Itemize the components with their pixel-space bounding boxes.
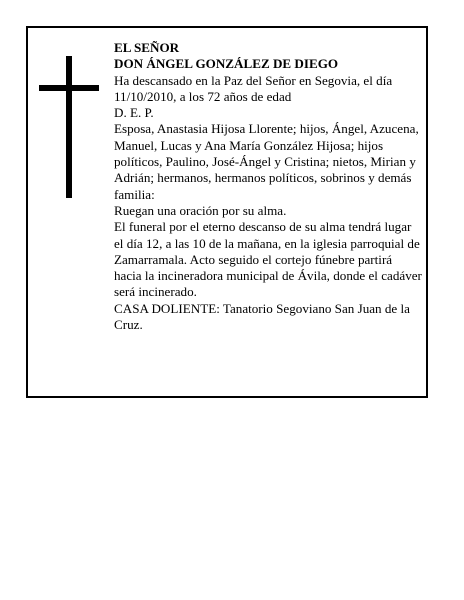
rest-in-peace: D. E. P. [114, 105, 154, 121]
deceased-name: DON ÁNGEL GONZÁLEZ DE DIEGO [114, 56, 339, 72]
obituary-notice [26, 26, 428, 398]
death-announcement: Ha descansado en la Paz del Señor en Segovia, el día 11/10/2010, a los 72 años de edad [114, 72, 393, 104]
mourning-house: CASA DOLIENTE: Tanatorio Segoviano San Juan de la Cruz. [114, 300, 410, 333]
cross-vertical-bar [66, 56, 72, 198]
notice-title-line-1: EL SEÑOR [114, 40, 180, 55]
cross-horizontal-bar [39, 85, 99, 91]
prayer-request: Ruegan una oración por su alma. [114, 202, 287, 218]
notice-text-block [114, 40, 422, 333]
funeral-details: El funeral por el eterno descanso de su alma tendrá lugar el día 12, a las 10 de la mañana, en la iglesia parroquial de Zamarramala. Acto seguido el cortejo fúnebre partirá hacia la incineradora municipal de Ávila, donde el cadáver será incinerado. [114, 219, 422, 300]
family-list: Esposa, Anastasia Hijosa Llorente; hijos, Ángel, Azucena, Manuel, Lucas y Ana María González Hijosa; hijos políticos, Paulino, José-Ángel y Cristina; nietos, Mirian y Adrián; hermanos, hermanos políticos, sobrinos y demás familia: [114, 121, 419, 202]
